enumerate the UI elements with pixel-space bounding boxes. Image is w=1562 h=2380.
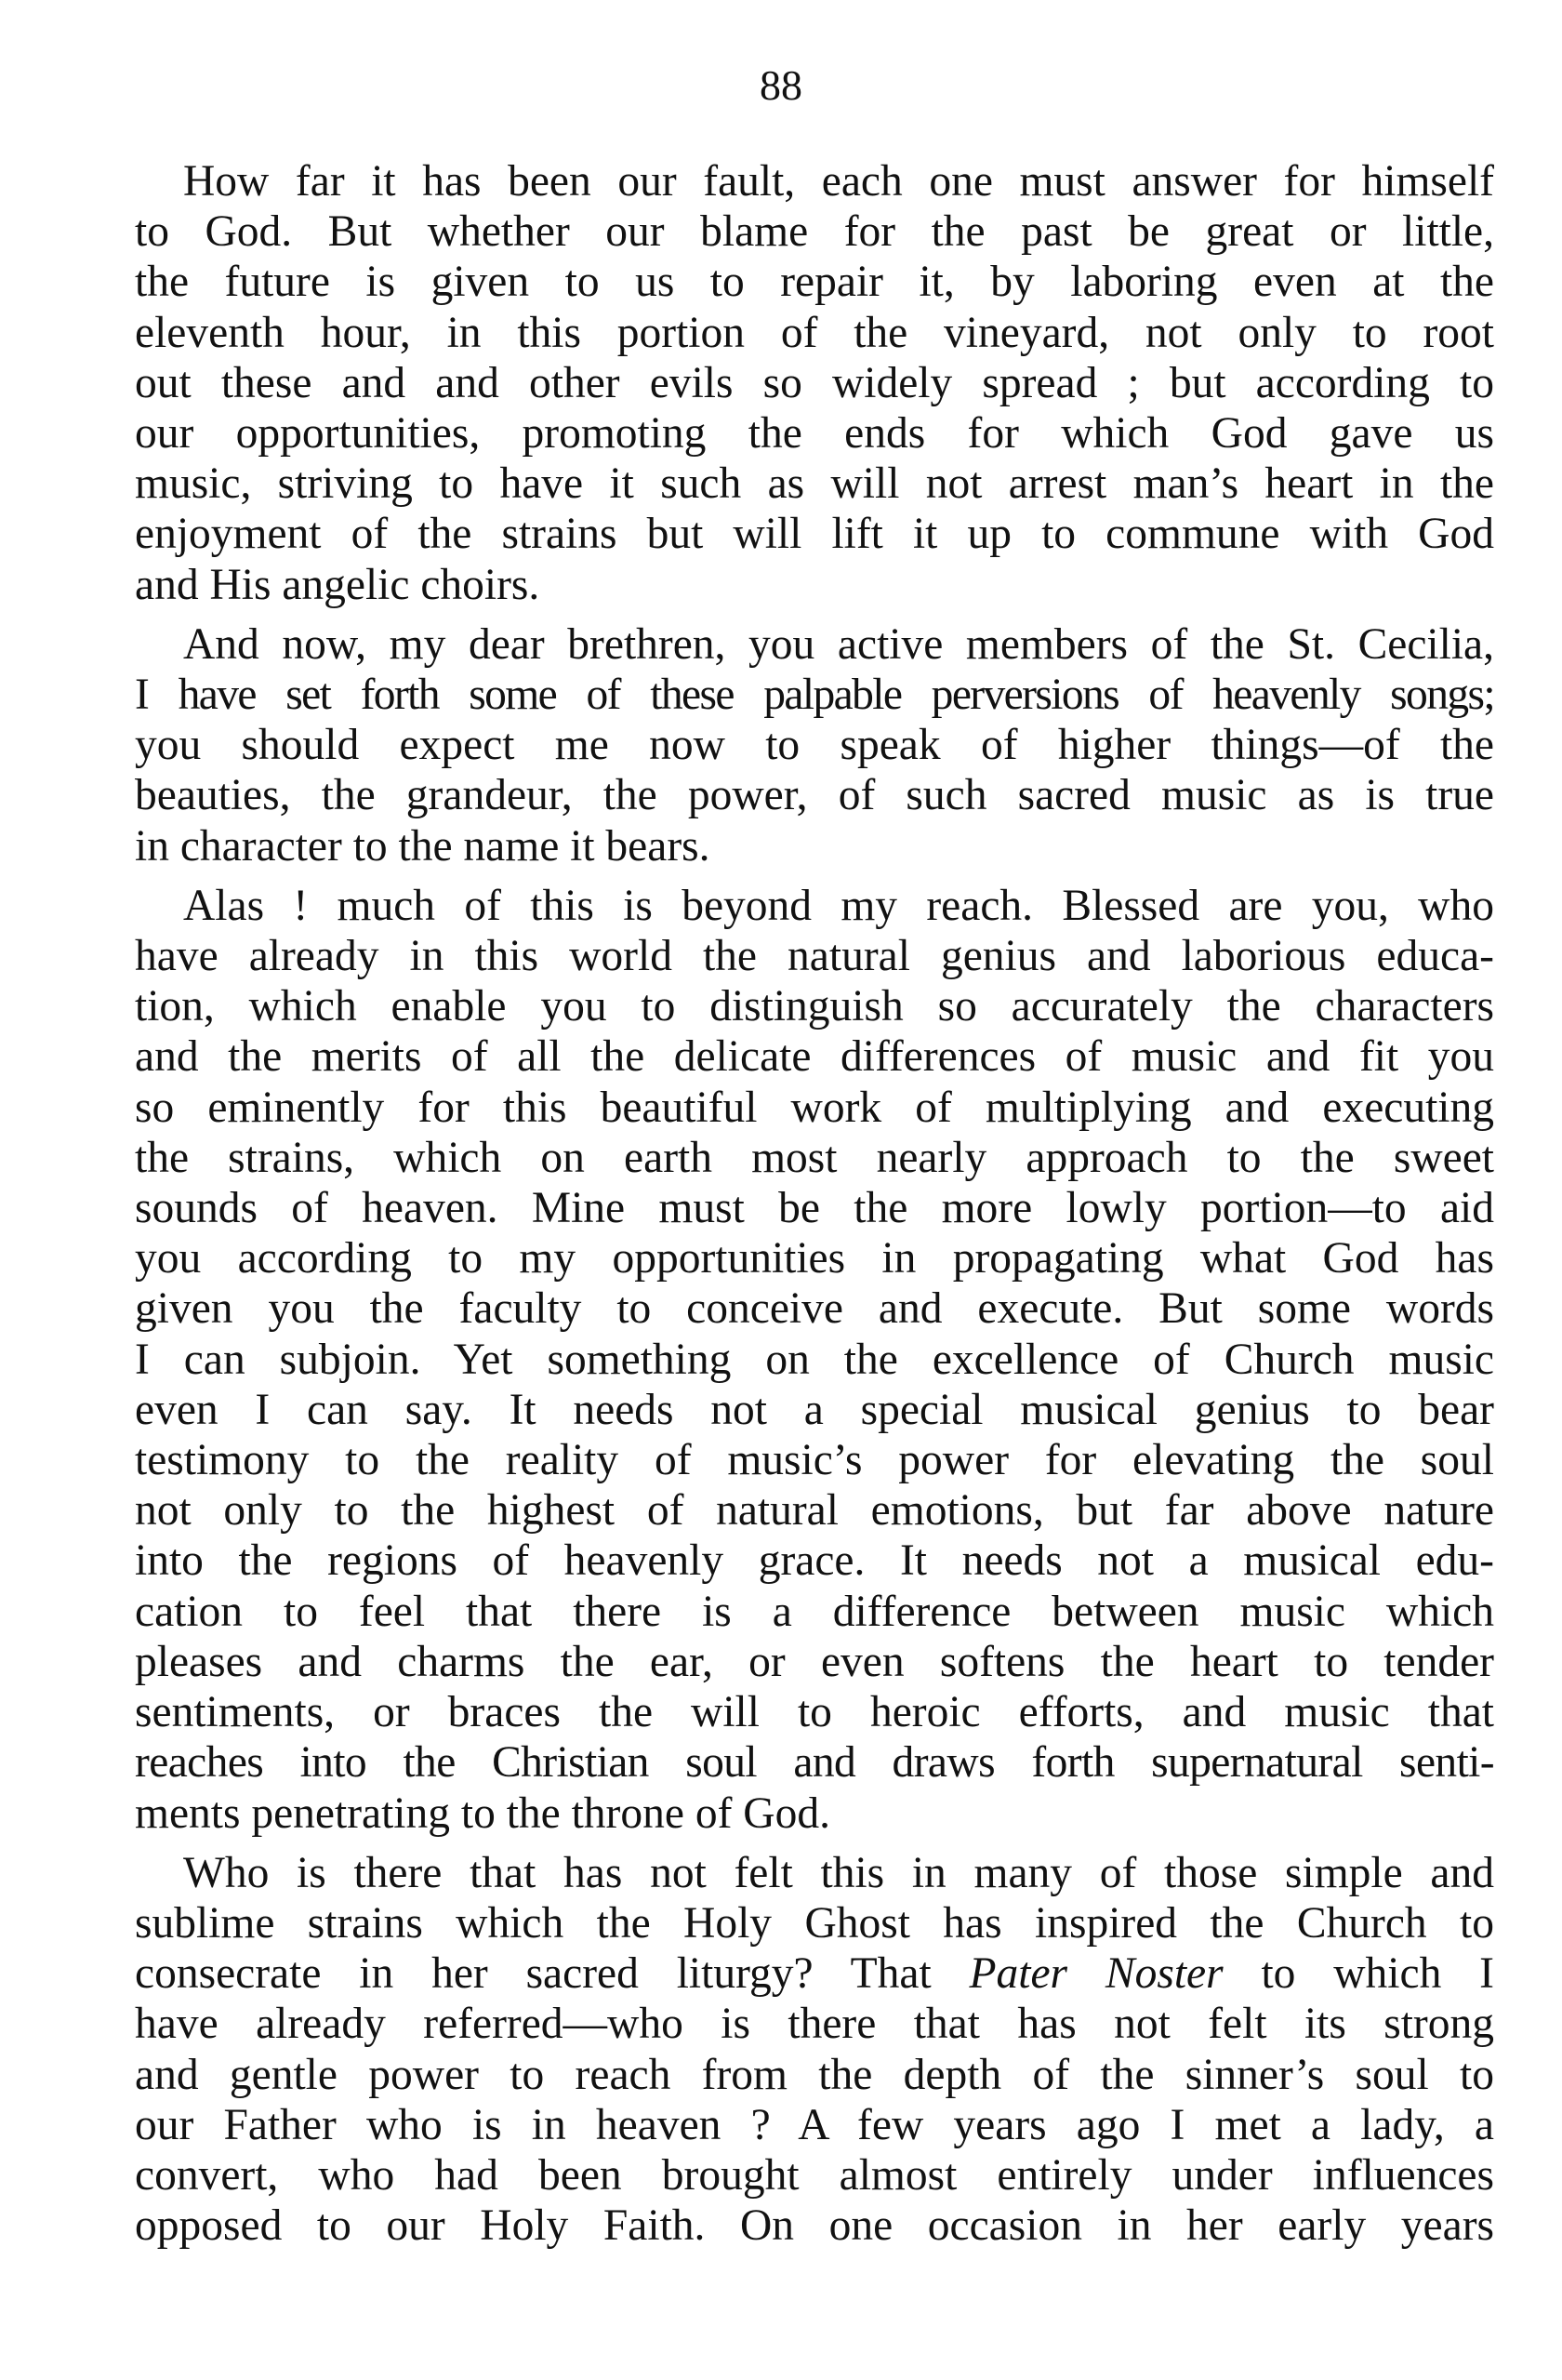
text-line: not only to the highest of natural emotions, but far above nature <box>135 1486 1494 1536</box>
text-line: testimony to the reality of music’s power for elevating the soul <box>135 1436 1494 1485</box>
body-text <box>135 156 1494 2260</box>
text-line: in character to the name it bears. <box>135 821 710 871</box>
text-line: enjoyment of the strains but will lift it up to commune with God <box>135 510 1494 559</box>
text-line: the strains, which on earth most nearly approach to the sweet <box>135 1133 1494 1182</box>
text-line: and the merits of all the delicate differences of music and fit you <box>135 1032 1494 1082</box>
text-segment: consecrate in her sacred liturgy? That <box>135 1949 970 1999</box>
text-line: sublime strains which the Holy Ghost has inspired the Church to <box>135 1898 1494 1948</box>
text-segment: to which I <box>1223 1949 1495 1999</box>
text-line: beauties, the grandeur, the power, of such sacred music as is true <box>135 771 1494 820</box>
text-line: our Father who is in heaven ? A few years ago I met a lady, a <box>135 2100 1494 2149</box>
text-line: Who is there that has not felt this in many of those simple and <box>183 1848 1494 1897</box>
paragraph-3 <box>135 881 1494 1839</box>
paragraph-2 <box>135 619 1494 871</box>
text-line: convert, who had been brought almost entirely under influences <box>135 2150 1494 2200</box>
text-line: have already referred—who is there that has not felt its strong <box>135 2000 1494 2049</box>
text-line: eleventh hour, in this portion of the vineyard, not only to root <box>135 308 1494 357</box>
text-line: the future is given to us to repair it, by laboring even at the <box>135 258 1494 307</box>
text-line: sentiments, or braces the will to heroic efforts, and music that <box>135 1688 1494 1737</box>
text-line: you should expect me now to speak of higher things—of the <box>135 721 1494 770</box>
text-line-with-italic <box>135 1948 1494 1999</box>
text-line: And now, my dear brethren, you active members of the St. Cecilia, <box>183 619 1494 669</box>
paragraph-4 <box>135 1848 1494 2252</box>
text-line: so eminently for this beautiful work of multiplying and executing <box>135 1083 1494 1132</box>
text-line: opposed to our Holy Faith. On one occasion in her early years <box>135 2201 1494 2251</box>
text-line: into the regions of heavenly grace. It needs not a musical edu- <box>135 1536 1494 1586</box>
text-line: have already in this world the natural genius and laborious educa- <box>135 932 1494 981</box>
text-line: and His angelic choirs. <box>135 560 540 609</box>
text-line: I have set forth some of these palpable perversions of heavenly songs; <box>135 671 1494 720</box>
paragraph-1 <box>135 156 1494 610</box>
text-line: I can subjoin. Yet something on the excellence of Church music <box>135 1335 1494 1384</box>
text-line: music, striving to have it such as will not arrest man’s heart in the <box>135 459 1494 509</box>
text-line: ments penetrating to the throne of God. <box>135 1788 830 1838</box>
text-line: How far it has been our fault, each one must answer for himself <box>183 157 1494 206</box>
text-line: reaches into the Christian soul and draws forth supernatural senti- <box>135 1738 1494 1788</box>
text-line: given you the faculty to conceive and execute. But some words <box>135 1284 1494 1334</box>
text-line: out these and and other evils so widely spread ; but according to <box>135 358 1494 407</box>
italic-title: Pater Noster <box>969 1949 1224 1999</box>
text-line: pleases and charms the ear, or even softens the heart to tender <box>135 1637 1494 1686</box>
page-number: 88 <box>760 61 802 109</box>
text-line: tion, which enable you to distinguish so accurately the characters <box>135 982 1494 1031</box>
text-line: cation to feel that there is a difference between music which <box>135 1587 1494 1636</box>
text-line: you according to my opportunities in propagating what God has <box>135 1234 1494 1283</box>
text-line: and gentle power to reach from the depth of the sinner’s soul to <box>135 2050 1494 2099</box>
text-line: to God. But whether our blame for the past be great or little, <box>135 207 1494 257</box>
text-line: even I can say. It needs not a special musical genius to bear <box>135 1385 1494 1434</box>
text-line: sounds of heaven. Mine must be the more lowly portion—to aid <box>135 1184 1494 1233</box>
text-line: Alas ! much of this is beyond my reach. Blessed are you, who <box>183 881 1494 930</box>
text-line: our opportunities, promoting the ends for which God gave us <box>135 409 1494 459</box>
